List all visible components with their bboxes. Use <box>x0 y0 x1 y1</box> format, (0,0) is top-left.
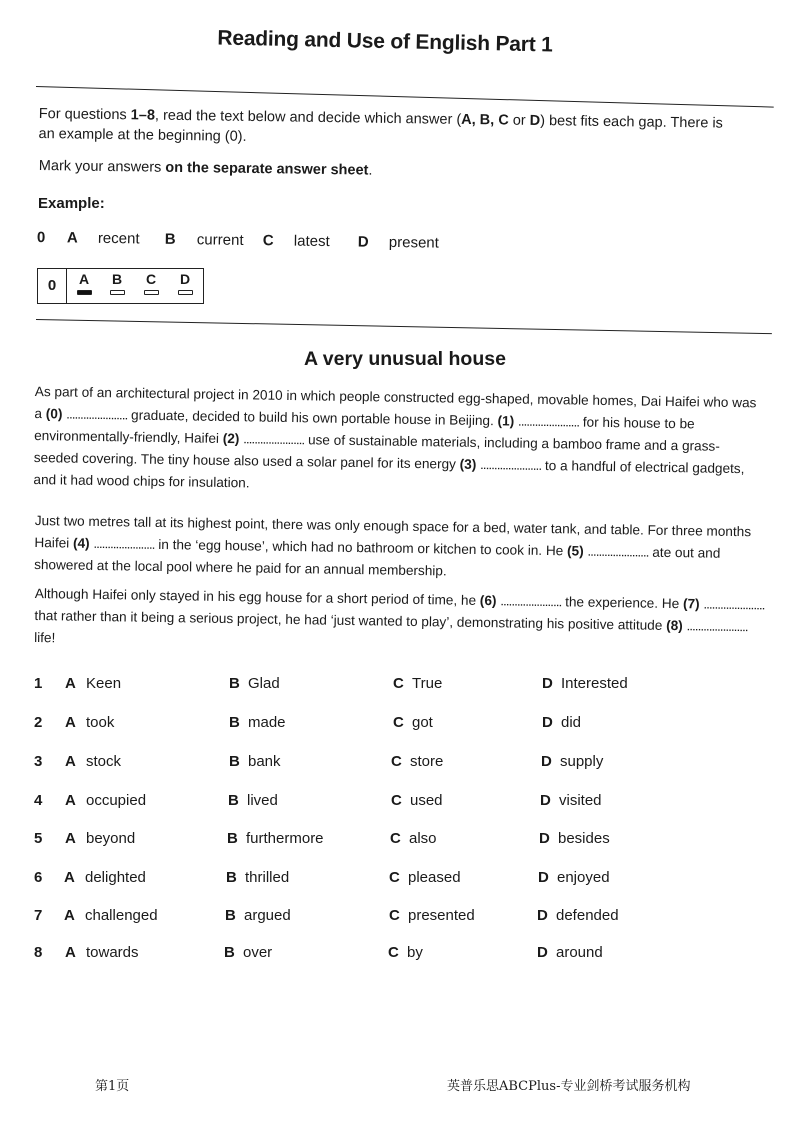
example-word-b: current <box>196 231 244 249</box>
answer-box-mark-a <box>77 290 92 295</box>
question-number: 7 <box>34 907 43 924</box>
example-label: Example: <box>38 195 105 212</box>
option-letter-d: D <box>539 830 550 847</box>
option-a: stock <box>86 753 122 770</box>
option-b: lived <box>247 792 278 809</box>
option-d: enjoyed <box>557 869 610 886</box>
answer-box-mark-d <box>178 290 193 295</box>
option-a: challenged <box>85 907 158 924</box>
option-d: Interested <box>561 675 628 692</box>
option-d: did <box>561 714 582 731</box>
option-b: bank <box>248 753 281 770</box>
question-number: 5 <box>34 830 43 847</box>
option-a: occupied <box>86 792 147 809</box>
answer-box-letter-b: B <box>111 271 123 287</box>
option-a: towards <box>86 944 139 961</box>
option-letter-c: C <box>391 753 402 770</box>
paragraph-3: Although Haifei only stayed in his egg house for a short period of time, he (6) ...................... the experience. He (7) ...................... that rather than it being a serious project, he had ‘just wanted to play’, demonstrating his positive attitude (8) ...................... life! <box>34 585 765 646</box>
example-answer-box <box>37 268 204 304</box>
option-letter-b: B <box>227 830 238 847</box>
option-letter-b: B <box>224 944 235 961</box>
option-letter-d: D <box>542 675 553 692</box>
option-d: defended <box>556 907 619 924</box>
example-letter-d: D <box>357 233 369 251</box>
page-title: Reading and Use of English Part 1 <box>217 26 553 57</box>
option-letter-d: D <box>538 869 549 886</box>
answer-box-mark-c <box>144 290 159 295</box>
option-letter-a: A <box>64 869 75 886</box>
question-number: 2 <box>34 714 43 731</box>
option-c: True <box>412 675 443 692</box>
option-c: store <box>410 753 444 770</box>
mark-instructions: Mark your answers on the separate answer sheet. <box>38 157 373 179</box>
option-letter-b: B <box>225 907 236 924</box>
option-letter-c: C <box>388 944 399 961</box>
answer-box-letter-c: C <box>145 271 157 287</box>
answer-box-number: 0 <box>38 269 67 303</box>
option-a: delighted <box>85 869 146 886</box>
answer-box-letter-a: A <box>78 271 90 287</box>
footer-page-number: 第1页 <box>95 1079 130 1094</box>
example-word-a: recent <box>97 229 140 248</box>
option-letter-b: B <box>226 869 237 886</box>
option-letter-a: A <box>65 944 76 961</box>
option-b: furthermore <box>246 830 324 847</box>
option-letter-d: D <box>537 944 548 961</box>
option-c: by <box>407 944 423 961</box>
paragraph-1: As part of an architectural project in 2010 in which people constructed egg-shaped, movable homes, Dai Haifei who was a (0) ...................... graduate, decided to build his own portable house in Beijing. (1) ...................... for his house to be environmentally-friendly, Haifei (2) ...................... use of sustainable materials, including a bamboo frame and a grass-seeded covering. The tiny house also used a solar panel for its energy (3) ...................... to a handful of electrical gadgets, and it had wood chips for insulation. <box>33 383 757 491</box>
option-letter-a: A <box>65 753 76 770</box>
option-c: got <box>412 714 433 731</box>
question-number: 4 <box>34 792 43 809</box>
option-letter-d: D <box>541 753 552 770</box>
option-letter-c: C <box>391 792 402 809</box>
option-letter-a: A <box>65 714 76 731</box>
footer-organization: 英普乐思ABCPlus-专业剑桥考试服务机构 <box>447 1079 691 1094</box>
middle-divider <box>36 319 772 334</box>
option-b: thrilled <box>245 869 290 886</box>
example-word-d: present <box>388 233 440 252</box>
example-word-c: latest <box>293 232 330 251</box>
option-d: besides <box>558 830 610 847</box>
option-c: pleased <box>408 869 461 886</box>
option-letter-d: D <box>537 907 548 924</box>
answer-box-mark-b <box>110 290 125 295</box>
option-letter-b: B <box>228 792 239 809</box>
option-letter-b: B <box>229 714 240 731</box>
option-letter-b: B <box>229 675 240 692</box>
question-number: 3 <box>34 753 43 770</box>
example-letter-b: B <box>164 230 176 248</box>
instructions: For questions 1–8, read the text below and decide which answer (A, B, C or D) best fits each gap. There is an example at the beginning (0). <box>38 105 723 145</box>
option-d: visited <box>559 792 602 809</box>
option-b: Glad <box>248 675 280 692</box>
option-letter-a: A <box>64 907 75 924</box>
option-letter-b: B <box>229 753 240 770</box>
option-letter-a: A <box>65 675 76 692</box>
option-b: over <box>243 944 273 961</box>
option-b: argued <box>244 907 291 924</box>
example-number: 0 <box>36 229 46 247</box>
option-d: supply <box>560 753 604 770</box>
top-divider <box>36 86 774 108</box>
option-letter-a: A <box>65 792 76 809</box>
example-letter-a: A <box>66 229 78 247</box>
question-number: 1 <box>34 675 43 692</box>
option-c: also <box>409 830 437 847</box>
option-letter-c: C <box>389 907 400 924</box>
option-c: used <box>410 792 443 809</box>
option-letter-d: D <box>542 714 553 731</box>
example-letter-c: C <box>262 232 274 250</box>
option-c: presented <box>408 907 475 924</box>
option-letter-c: C <box>393 714 404 731</box>
answer-box-letter-d: D <box>179 271 191 287</box>
option-letter-d: D <box>540 792 551 809</box>
paragraph-2: Just two metres tall at its highest point, there was only enough space for a bed, water tank, and table. For three months Haifei (4) ...................... in the ‘egg house’, which had no bathroom or kitchen to cook in. He (5) ...................... ate out and showered at the local pool where he paid for an annual membership. <box>34 512 752 579</box>
option-letter-c: C <box>393 675 404 692</box>
question-number: 6 <box>34 869 43 886</box>
option-letter-c: C <box>389 869 400 886</box>
option-d: around <box>556 944 603 961</box>
story-title: A very unusual house <box>304 348 506 370</box>
option-a: Keen <box>86 675 122 692</box>
option-a: beyond <box>86 830 136 847</box>
option-letter-c: C <box>390 830 401 847</box>
option-letter-a: A <box>65 830 76 847</box>
question-number: 8 <box>34 944 43 961</box>
option-a: took <box>86 714 115 731</box>
option-b: made <box>248 714 286 731</box>
